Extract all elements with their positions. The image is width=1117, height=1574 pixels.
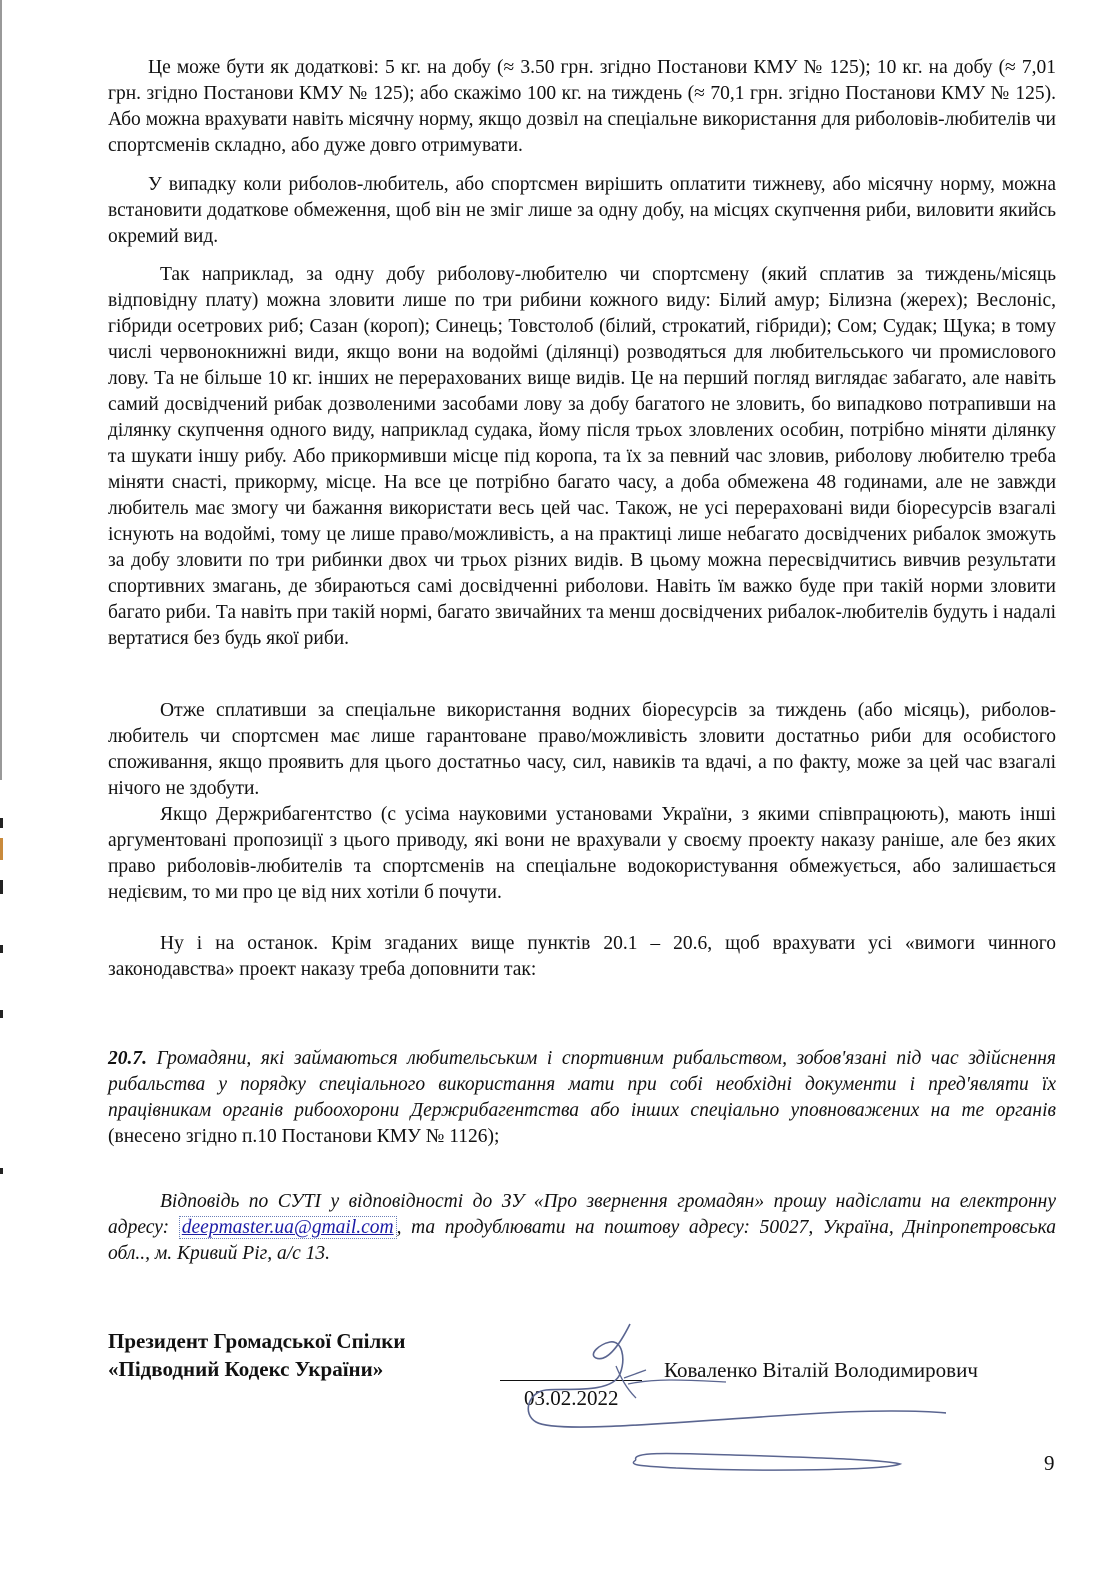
paragraph-final-addition: Ну і на останок. Крім згаданих вище пунктів 20.1 – 20.6, щоб врахувати усі «вимоги чинного законодавства» проект наказу треба доповнити так: — [108, 933, 1056, 980]
signatory-title-line2: «Підводний Кодекс України» — [108, 1357, 384, 1381]
clause-text: Громадяни, які займаються любительським і спортивним рибальством, зобов'язані під час здійснення рибальства у порядку спеціального використання мати при собі необхідні документи і пред'являти їх працівникам органів рибоохорони Держрибагентства або інших спеціально уповноважених на те органів — [108, 1048, 1056, 1121]
signatory-title-line1: Президент Громадської Спілки — [108, 1329, 406, 1353]
paragraph-guaranteed-right: Отже сплативши за спеціальне використання водних біоресурсів за тиждень (або місяць), риболов-любитель чи спортсмен має лише гарантоване право/можливість зловити достатньо риби для особистого споживання, якщо проявить для цього достатньо часу, сил, навиків та вдачі, а по факту, може за цей час взагалі нічого не здобути. — [108, 700, 1056, 799]
paragraph-weekly-monthly-norm: У випадку коли риболов-любитель, або спортсмен вирішить оплатити тижневу, або місячну норму, можна встановити додаткове обмеження, щоб він не зміг лише за одну добу, на місцях скупчення риби, виловити якийсь окремий вид. — [108, 174, 1056, 247]
paragraph-agency-proposals: Якщо Держрибагентство (с усіма науковими установами України, з якими співпрацюють), мають інші аргументовані пропозиції з цього приводу, які вони не врахували у своєму проекту наказу раніше, але без яких право риболовів-любителів та спортсменів на спеціальне водокористування обмежується, або залишається недієвим, то ми про це від них хотіли б почути. — [108, 804, 1056, 903]
paragraph-response-request — [108, 1189, 1056, 1267]
email-link[interactable]: deepmaster.ua@gmail.com — [179, 1216, 397, 1239]
paragraph-daily-catch-example: Так наприклад, за одну добу риболову-любителю чи спортсмену (який сплатив за тиждень/місяць відповідну плату) можна зловити лише по три рибини кожного виду: Білий амур; Білизна (жерех); Веслоніс, гібриди осетрових риб; Сазан (короп); Синець; Товстолоб (білий, строкатий, гібриди); Сом; Судак; Щука; в тому числі червонокнижні види, якщо вони на водоймі (ділянці) розводяться для любительського чи промислового лову. Та не більше 10 кг. інших не перерахованих вище видів. Це на перший погляд виглядає забагато, але навіть самий досвідчений рибак дозволеними засобами лову за добу багатого не зловить, бо випадково потрапивши на ділянку скупчення одного виду, наприклад судака, йому після трьох зловлених особин, потрібно міняти ділянку та шукати іншу рибу. Або прикормивши місце під коропа, та їх за певний час зловив, риболову любителю треба міняти снасті, прикорму, місце. На все це потрібно багато часу, а доба обмежена 48 годинами, але не завжди любитель має змогу чи бажання використати весь цей час. Також, не усі перераховані види біоресурсів взагалі існують на водоймі, тому це лише право/можливість, а на практиці лише небагато досвідчених рибалок зможуть за добу зловити по три рибинки двох чи трьох різних видів. В цьому можна пересвідчитись вивчив результати спортивних змагань, де збираються самі досвідченні риболови. Навіть їм важко буде при такій норми зловити багато риби. Та навіть при такій нормі, багато звичайних та менш досвідчених рибалок-любителів будуть і надалі вертатися без будь якої риби. — [108, 264, 1056, 649]
signatory-title — [108, 1327, 406, 1383]
signatory-name: Коваленко Віталій Володимирович — [664, 1358, 978, 1382]
paragraph-clause-20-7 — [108, 1046, 1056, 1150]
clause-reference: (внесено згідно п.10 Постанови КМУ № 1126); — [108, 1126, 500, 1147]
page-number: 9 — [1044, 1451, 1055, 1475]
response-request-text: Відповідь по СУТІ у відповідності до ЗУ «Про звернення громадян» прошу надіслати на електронну адресу: — [108, 1191, 1056, 1238]
clause-number: 20.7. — [108, 1048, 147, 1069]
signature-date: 03.02.2022 — [524, 1386, 619, 1410]
handwritten-signature-icon — [526, 1318, 946, 1488]
postal-address-text: , та продублювати на поштову адресу: 50027, Україна, Дніпропетровська обл.., м. Кривий Ріг, а/с 13. — [108, 1217, 1056, 1264]
left-edge-marks — [0, 0, 6, 1574]
document-page — [108, 0, 1056, 1574]
paragraph-additional-norms: Це може бути як додаткові: 5 кг. на добу (≈ 3.50 грн. згідно Постанови КМУ № 125); 10 кг. на добу (≈ 7,01 грн. згідно Постанови КМУ № 125); або скажімо 100 кг. на тиждень (≈ 70,1 грн. згідно Постанови КМУ № 125). Або можна врахувати навіть місячну норму, якщо дозвіл на спеціальне використання для риболовів-любителів чи спортсменів складно, або дуже довго отримувати. — [108, 57, 1056, 156]
